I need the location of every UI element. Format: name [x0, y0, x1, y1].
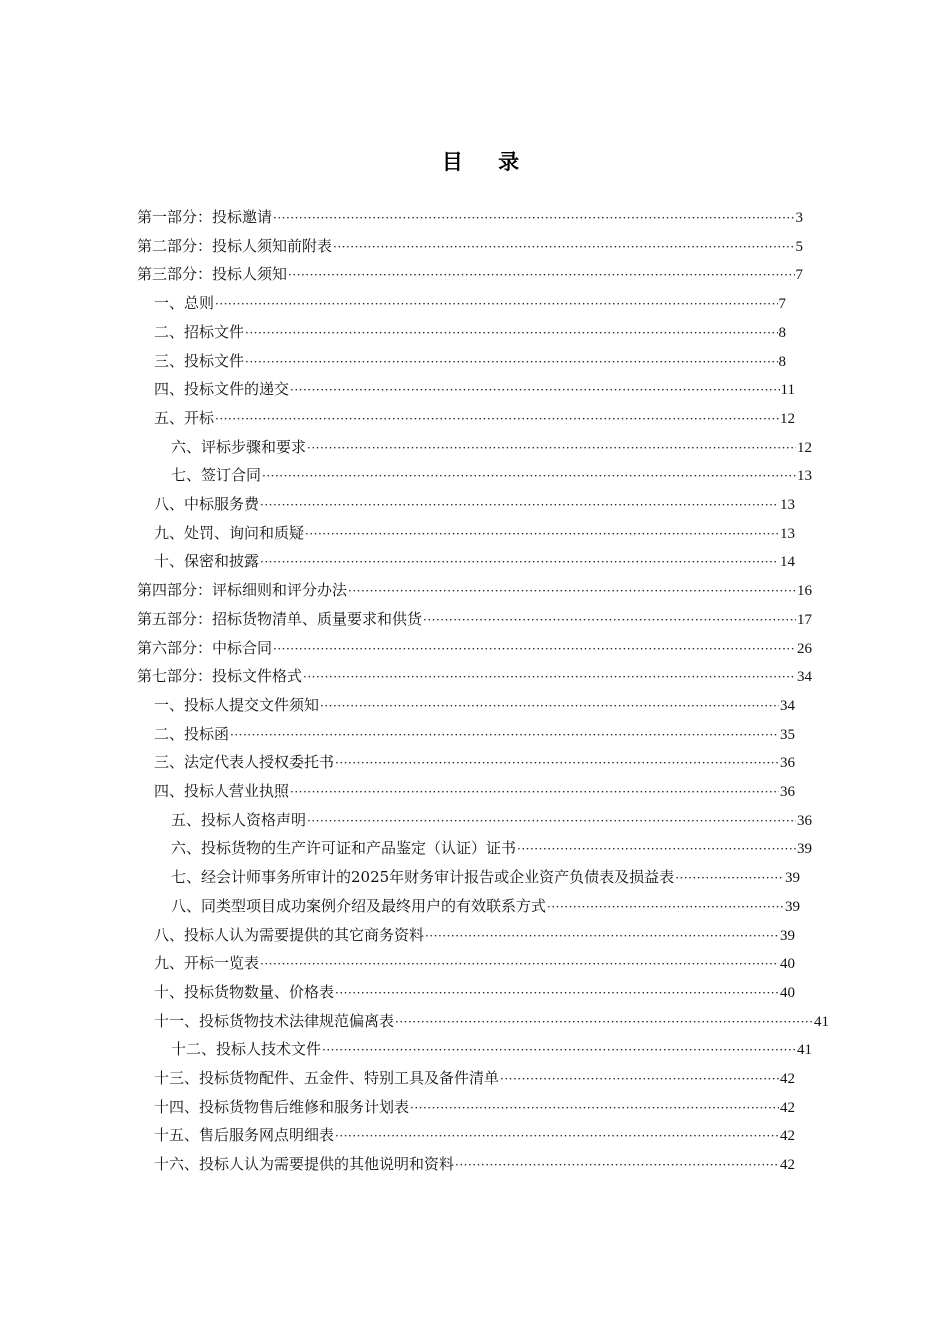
dot-leader: [517, 835, 796, 863]
toc-entry-label: 第五部分：招标货物清单、质量要求和供货: [137, 609, 423, 628]
toc-entry-page-number: 35: [780, 726, 795, 743]
toc-entry-label: 十、投标货物数量、价格表: [154, 982, 335, 1001]
toc-entry-label: 第三部分：投标人须知: [137, 265, 288, 284]
dot-leader: [335, 1122, 779, 1150]
dot-leader: [425, 922, 779, 950]
toc-entry-label: 三、法定代表人授权委托书: [154, 753, 335, 772]
toc-entry[interactable]: [171, 1035, 812, 1063]
toc-entry-label: 八、投标人认为需要提供的其它商务资料: [154, 925, 425, 944]
toc-entry[interactable]: [171, 834, 812, 862]
toc-entry[interactable]: [154, 1064, 795, 1092]
toc-entry[interactable]: [137, 662, 812, 690]
toc-entry-page-number: 36: [797, 812, 812, 829]
toc-entry-page-number: 42: [780, 1157, 795, 1174]
dot-leader: [273, 635, 796, 663]
dot-leader: [245, 348, 777, 376]
toc-entry-page-number: 12: [797, 439, 812, 456]
dot-leader: [322, 1036, 796, 1064]
toc-entry-page-number: 42: [780, 1128, 795, 1145]
dot-leader: [260, 950, 779, 978]
dot-leader: [335, 749, 779, 777]
dot-leader: [245, 319, 777, 347]
dot-leader: [410, 1094, 779, 1122]
toc-entry-label: 第七部分：投标文件格式: [137, 667, 303, 686]
toc-entry[interactable]: [171, 863, 800, 891]
toc-entry-label: 四、投标人营业执照: [154, 782, 290, 800]
toc-entry-page-number: 7: [795, 267, 803, 284]
toc-entry[interactable]: [154, 490, 795, 518]
dot-leader: [260, 548, 779, 576]
dot-leader: [500, 1065, 779, 1093]
toc-entry-page-number: 8: [778, 353, 786, 370]
toc-entry[interactable]: [171, 806, 812, 834]
dot-leader: [348, 577, 796, 605]
toc-entry-page-number: 26: [797, 640, 812, 657]
dot-leader: [290, 778, 779, 806]
toc-entry-label: 第六部分：中标合同: [137, 638, 273, 657]
toc-entry-page-number: 13: [780, 497, 795, 513]
toc-entry-label: 十、保密和披露: [154, 552, 260, 571]
toc-entry[interactable]: [154, 1121, 795, 1149]
toc-entry-page-number: 39: [780, 927, 795, 944]
toc-entry-label: 五、开标: [154, 408, 215, 427]
toc-entry[interactable]: [137, 260, 803, 288]
toc-entry-label: 四、投标文件的递交: [154, 380, 290, 399]
dot-leader: [455, 1151, 779, 1179]
toc-entry-label: 二、招标文件: [154, 322, 245, 341]
toc-entry-page-number: 3: [795, 210, 803, 226]
toc-entry[interactable]: [137, 203, 803, 231]
toc-entry-page-number: 11: [780, 382, 795, 399]
toc-entry-page-number: 42: [780, 1099, 795, 1116]
dot-leader: [230, 721, 779, 749]
toc-entry-page-number: 13: [780, 525, 795, 542]
toc-entry-label: 第二部分：投标人须知前附表: [137, 236, 333, 255]
toc-entry-page-number: 42: [780, 1071, 795, 1087]
toc-entry-label: 六、投标货物的生产许可证和产品鉴定（认证）证书: [171, 839, 517, 858]
toc-entry-page-number: 40: [780, 956, 795, 973]
toc-entry-page-number: 41: [797, 1042, 812, 1059]
toc-entry[interactable]: [171, 461, 812, 489]
toc-entry-page-number: 14: [780, 554, 795, 571]
dot-leader: [395, 1008, 813, 1036]
dot-leader: [333, 233, 794, 261]
toc-entry-page-number: 41: [814, 1013, 829, 1030]
toc-entry[interactable]: [154, 289, 786, 317]
toc-entry-label: 十二、投标人技术文件: [171, 1040, 322, 1059]
toc-entry-page-number: 40: [780, 984, 795, 1001]
toc-entry[interactable]: [137, 634, 812, 662]
toc-entry-page-number: 16: [797, 583, 812, 600]
toc-entry[interactable]: [137, 576, 812, 604]
toc-entry-page-number: 17: [797, 611, 812, 628]
toc-entry-label: 第一部分：投标邀请: [137, 208, 273, 226]
toc-entry-page-number: 39: [785, 870, 800, 887]
toc-title: 目 录: [441, 149, 534, 174]
toc-entry[interactable]: [154, 978, 795, 1006]
toc-entry[interactable]: [154, 547, 795, 575]
dot-leader: [675, 864, 784, 892]
toc-entry-page-number: 34: [780, 697, 795, 714]
toc-entry[interactable]: [154, 1093, 795, 1121]
toc-entry-page-number: 8: [778, 324, 786, 341]
toc-entry-page-number: 36: [780, 784, 795, 800]
toc-entry-label: 九、开标一览表: [154, 954, 260, 973]
dot-leader: [320, 692, 779, 720]
toc-entry-label: 二、投标函: [154, 724, 230, 743]
toc-entry[interactable]: [154, 375, 795, 403]
toc-entry[interactable]: [154, 318, 786, 346]
dot-leader: [423, 606, 796, 634]
toc-entry[interactable]: [154, 519, 795, 547]
toc-entry[interactable]: [154, 404, 795, 432]
toc-entry-page-number: 34: [797, 669, 812, 686]
toc-entry-label: 七、经会计师事务所审计的2025年财务审计报告或企业资产负债表及损益表: [171, 868, 675, 887]
toc-entry-page-number: 12: [780, 410, 795, 427]
toc-entry[interactable]: [154, 949, 795, 977]
dot-leader: [307, 807, 796, 835]
dot-leader: [303, 663, 796, 691]
toc-entry[interactable]: [154, 921, 795, 949]
dot-leader: [215, 405, 779, 433]
toc-entry[interactable]: [137, 232, 803, 260]
dot-leader: [335, 979, 779, 1007]
toc-entry[interactable]: [154, 748, 795, 776]
toc-entry-label: 十五、售后服务网点明细表: [154, 1126, 335, 1145]
toc-entry-page-number: 13: [797, 468, 812, 485]
dot-leader: [288, 261, 794, 289]
toc-entry-label: 七、签订合同: [171, 466, 262, 485]
toc-entry-label: 一、投标人提交文件须知: [154, 695, 320, 714]
toc-entry-label: 九、处罚、询问和质疑: [154, 523, 305, 542]
dot-leader: [262, 462, 796, 490]
toc-entry-label: 八、同类型项目成功案例介绍及最终用户的有效联系方式: [171, 896, 547, 915]
dot-leader: [260, 491, 779, 519]
toc-entry[interactable]: [154, 691, 795, 719]
toc-entry-page-number: 39: [797, 841, 812, 858]
toc-entry[interactable]: [171, 892, 800, 920]
toc-entry-label: 六、评标步骤和要求: [171, 437, 307, 456]
toc-entry-label: 五、投标人资格声明: [171, 810, 307, 829]
toc-entry-label: 三、投标文件: [154, 351, 245, 370]
toc-entry-label: 八、中标服务费: [154, 495, 260, 513]
toc-entry-label: 一、总则: [154, 294, 215, 313]
dot-leader: [273, 204, 794, 232]
toc-entry-page-number: 7: [778, 296, 786, 313]
toc-entry-label: 十六、投标人认为需要提供的其他说明和资料: [154, 1155, 455, 1174]
toc-entry-label: 十三、投标货物配件、五金件、特别工具及备件清单: [154, 1069, 500, 1087]
dot-leader: [290, 376, 780, 404]
toc-entry-label: 第四部分：评标细则和评分办法: [137, 581, 348, 600]
dot-leader: [215, 290, 777, 318]
toc-entry[interactable]: [154, 720, 795, 748]
toc-entry[interactable]: [171, 433, 812, 461]
toc-entry-page-number: 36: [780, 755, 795, 772]
toc-entry[interactable]: [137, 605, 812, 633]
toc-entry[interactable]: [154, 1007, 829, 1035]
toc-entry-page-number: 39: [785, 898, 800, 915]
toc-entry-page-number: 5: [795, 238, 803, 255]
dot-leader: [547, 893, 784, 921]
toc-entry[interactable]: [154, 347, 786, 375]
dot-leader: [307, 434, 796, 462]
toc-entry-label: 十一、投标货物技术法律规范偏离表: [154, 1011, 395, 1030]
toc-entry[interactable]: [154, 777, 795, 805]
toc-entry[interactable]: [154, 1150, 795, 1178]
dot-leader: [305, 520, 779, 548]
toc-entry-label: 十四、投标货物售后维修和服务计划表: [154, 1097, 410, 1116]
